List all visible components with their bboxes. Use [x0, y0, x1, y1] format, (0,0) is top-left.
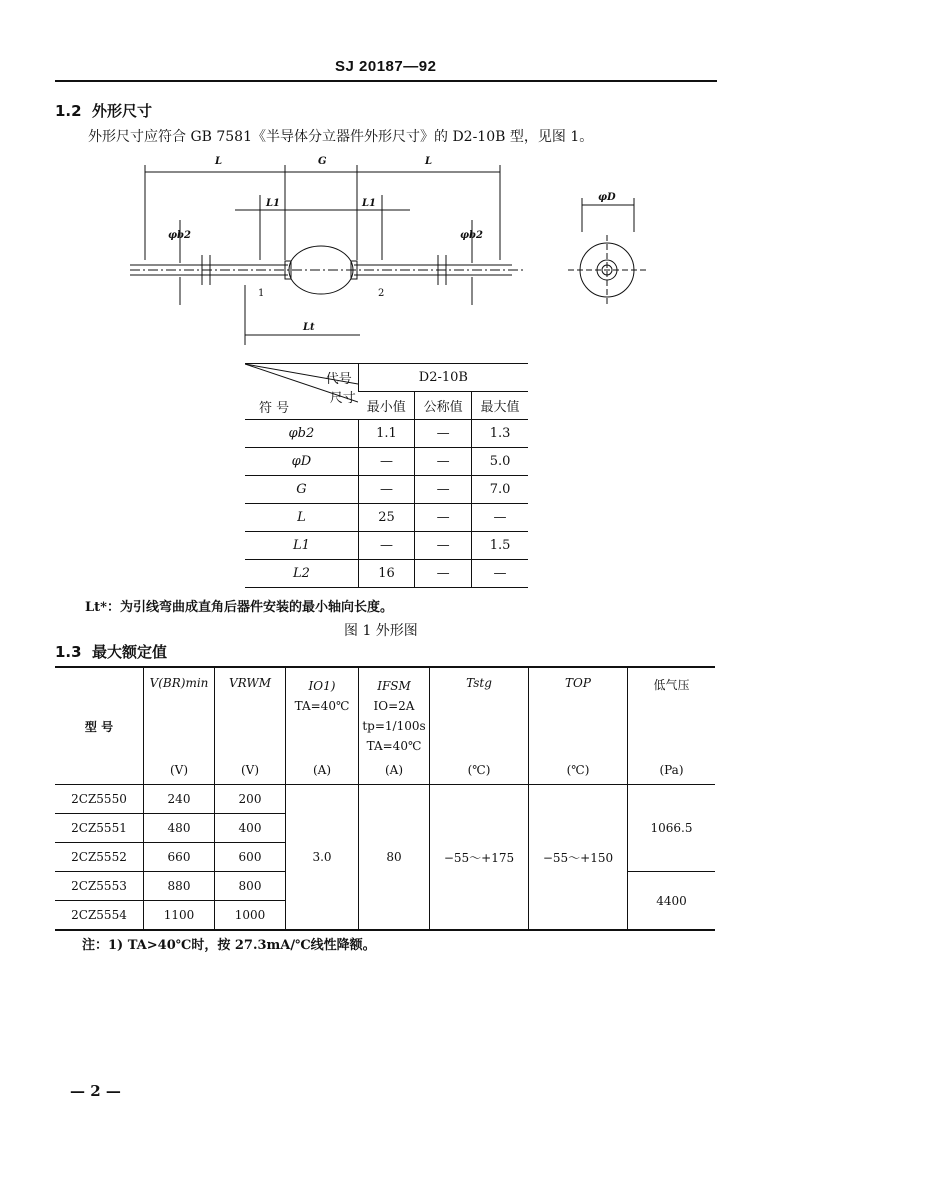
- pressure-header: 低气压: [628, 667, 716, 756]
- standard-number: SJ 20187—92: [335, 58, 437, 75]
- section-1-2-title: 外形尺寸: [92, 102, 153, 120]
- dim-symbol: L1: [245, 532, 358, 560]
- ifsm-header: [359, 667, 430, 756]
- table-row: [55, 785, 715, 814]
- vrwm-cell: 400: [215, 814, 286, 843]
- model-cell: 2CZ5553: [55, 872, 144, 901]
- vrwm-cell: 800: [215, 872, 286, 901]
- model-header: 型 号: [84, 719, 114, 734]
- table-row: [245, 448, 528, 476]
- dim-symbol: L2: [245, 560, 358, 588]
- vrwm-cell: 600: [215, 843, 286, 872]
- top-value: −55～+150: [529, 785, 628, 931]
- dim-label-b2-left: φb2: [168, 230, 191, 241]
- ifsm-value: 80: [359, 785, 430, 931]
- vbr-cell: 880: [144, 872, 215, 901]
- table-row: [245, 560, 528, 588]
- pressure-unit: (Pa): [628, 756, 716, 785]
- dim-max: 7.0: [472, 476, 528, 504]
- figure-caption: 图 1 外形图: [344, 623, 418, 639]
- io-value: 3.0: [286, 785, 359, 931]
- dim-max: 1.5: [472, 532, 528, 560]
- dim-symbol: φD: [245, 448, 358, 476]
- dim-min: 25: [358, 504, 414, 532]
- dim-label-G: G: [318, 156, 327, 167]
- dim-max: —: [472, 560, 528, 588]
- corner-size: 尺寸: [329, 391, 356, 406]
- io-condition: TA=40℃: [294, 699, 350, 713]
- dim-label-L-left: L: [215, 156, 223, 167]
- point-label-1: 1: [258, 288, 265, 299]
- dim-min: —: [358, 448, 414, 476]
- vrwm-cell: 200: [215, 785, 286, 814]
- dim-label-b2-right: φb2: [460, 230, 483, 241]
- tstg-header: Tstg: [430, 667, 529, 756]
- pressure-value-b: 4400: [628, 872, 716, 931]
- vbr-cell: 660: [144, 843, 215, 872]
- dim-min: 16: [358, 560, 414, 588]
- col-max: 最大值: [472, 392, 528, 420]
- vbr-cell: 480: [144, 814, 215, 843]
- tstg-unit: (℃): [430, 756, 529, 785]
- model-cell: 2CZ5554: [71, 908, 127, 922]
- section-1-3-number: 1.3: [55, 643, 82, 661]
- dim-min: —: [358, 532, 414, 560]
- section-1-3-title: 最大额定值: [92, 643, 168, 661]
- pressure-value-a: 1066.5: [628, 785, 716, 872]
- model-cell: 2CZ5550: [55, 785, 144, 814]
- dim-nom: —: [415, 532, 472, 560]
- corner-symbol: 符 号: [259, 401, 290, 416]
- dim-max: 1.3: [472, 420, 528, 448]
- dim-label-L-right: L: [425, 156, 433, 167]
- figure-note: Lt*：为引线弯曲成直角后器件安装的最小轴向长度。: [85, 600, 393, 615]
- col-nom: 公称值: [415, 392, 472, 420]
- dim-nom: —: [415, 420, 472, 448]
- section-1-2-heading: [55, 100, 152, 121]
- footnote: 注：1) TA>40℃时，按 27.3mA/℃线性降额。: [82, 938, 376, 953]
- ifsm-cond-3: TA=40℃: [366, 739, 422, 753]
- tstg-value: −55～+175: [430, 785, 529, 931]
- vbr-cell: 240: [144, 785, 215, 814]
- dim-max: 5.0: [472, 448, 528, 476]
- io-unit: (A): [286, 756, 359, 785]
- vrwm-cell: 1000: [215, 901, 286, 931]
- table-row: [245, 504, 528, 532]
- dim-symbol: φb2: [245, 420, 358, 448]
- section-1-2-text: 外形尺寸应符合 GB 7581《半导体分立器件外形尺寸》的 D2-10B 型，见图 1。: [88, 129, 594, 145]
- ifsm-unit: (A): [359, 756, 430, 785]
- corner-code: 代号: [325, 372, 352, 387]
- dim-nom: —: [415, 560, 472, 588]
- table-row: [245, 420, 528, 448]
- header-rule: [55, 80, 717, 82]
- top-unit: (℃): [529, 756, 628, 785]
- dim-max: —: [472, 504, 528, 532]
- dim-min: —: [358, 476, 414, 504]
- vbr-cell: 1100: [144, 901, 215, 931]
- vbr-header: V(BR)min: [144, 667, 215, 756]
- dim-min: 1.1: [358, 420, 414, 448]
- model-cell: 2CZ5552: [55, 843, 144, 872]
- ifsm-cond-1: IO=2A: [373, 699, 415, 713]
- dimension-table: [245, 363, 528, 588]
- section-1-2-number: 1.2: [55, 102, 82, 120]
- top-header: TOP: [529, 667, 628, 756]
- table-row: [245, 532, 528, 560]
- dim-label-L1-right: L1: [362, 198, 376, 209]
- dim-symbol: G: [245, 476, 358, 504]
- ifsm-cond-2: tp=1/100s: [362, 719, 426, 733]
- dim-nom: —: [415, 448, 472, 476]
- dim-label-Lt: Lt: [303, 322, 315, 333]
- ratings-table: [55, 666, 715, 931]
- vrwm-unit: (V): [215, 756, 286, 785]
- dim-nom: —: [415, 476, 472, 504]
- page-number: — 2 —: [70, 1082, 121, 1100]
- col-min: 最小值: [358, 392, 414, 420]
- section-1-3-heading: [55, 641, 167, 662]
- dim-nom: —: [415, 504, 472, 532]
- model-cell: 2CZ5551: [55, 814, 144, 843]
- vrwm-header: VRWM: [215, 667, 286, 756]
- dim-symbol: L: [245, 504, 358, 532]
- dim-label-D: φD: [598, 192, 616, 203]
- io-symbol: IO1): [308, 679, 336, 693]
- outline-drawing: [120, 150, 670, 360]
- dim-label-L1-left: L1: [266, 198, 280, 209]
- vbr-unit: (V): [144, 756, 215, 785]
- dim-table-corner: [245, 364, 358, 420]
- io-header: [286, 667, 359, 756]
- table-row: [245, 476, 528, 504]
- dim-group-header: D2-10B: [358, 364, 528, 392]
- point-label-2: 2: [378, 288, 385, 299]
- ifsm-symbol: IFSM: [377, 679, 411, 693]
